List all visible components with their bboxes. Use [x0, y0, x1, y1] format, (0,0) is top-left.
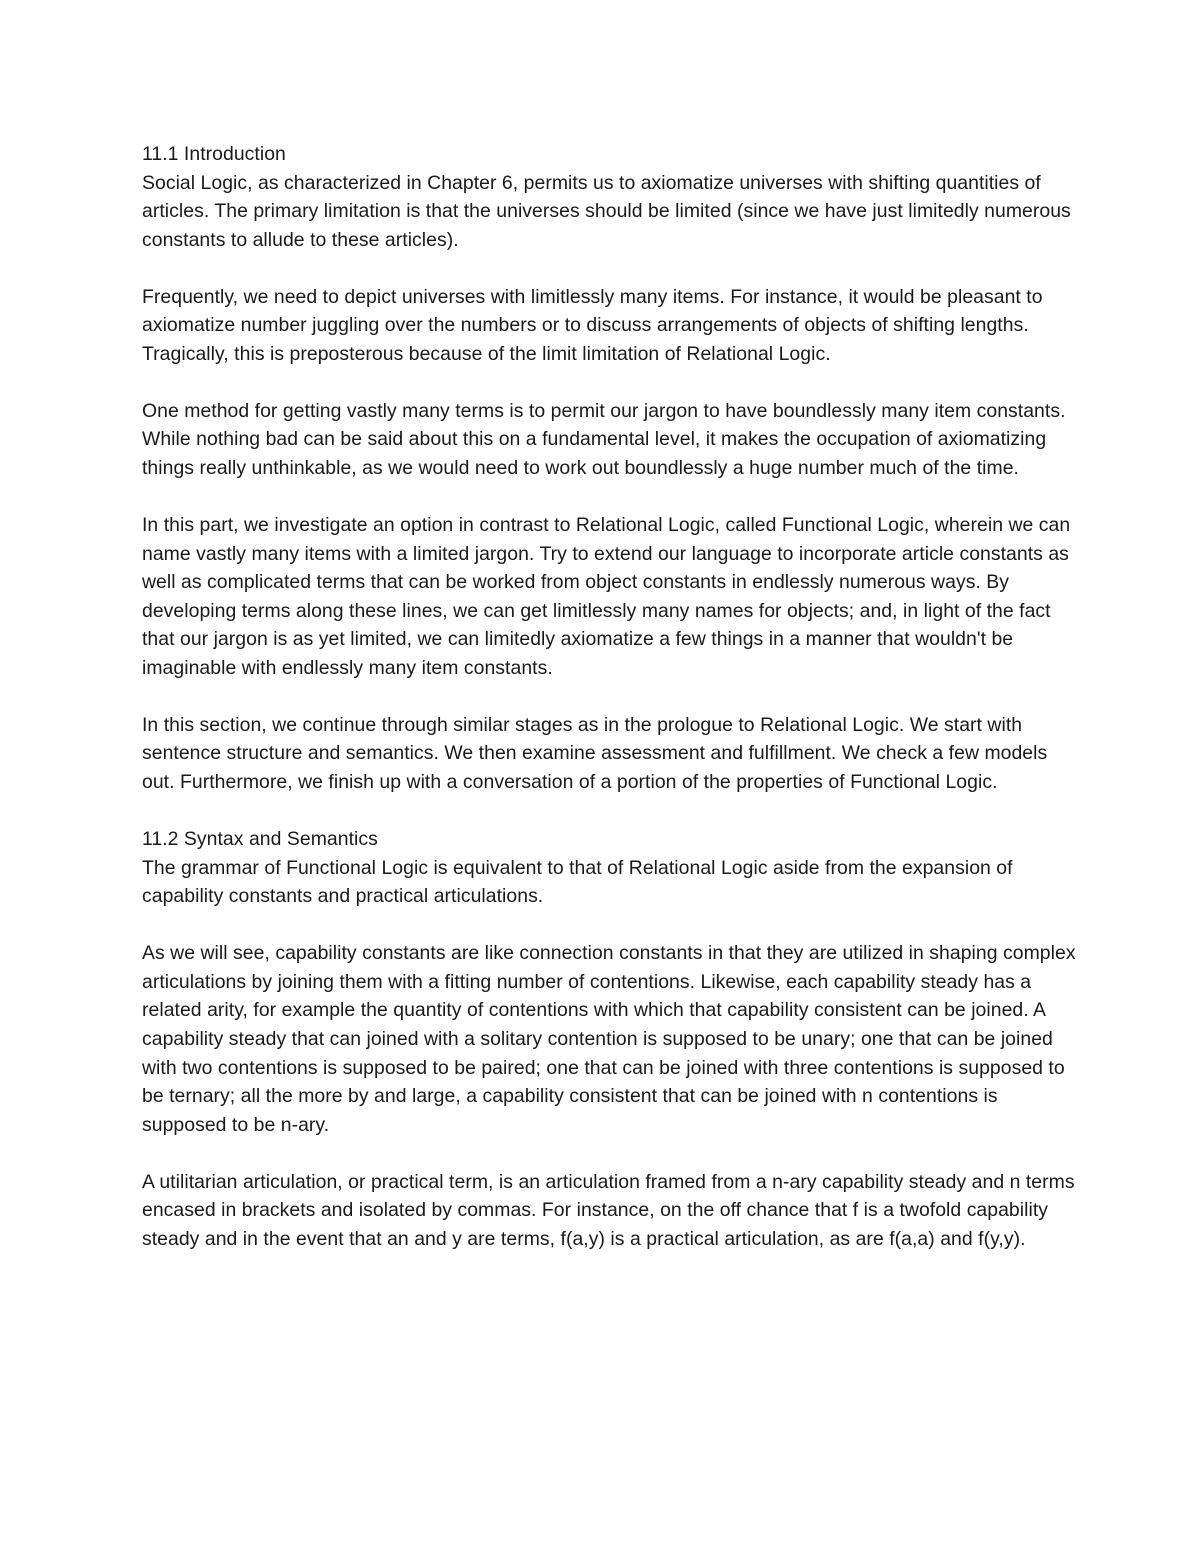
paragraph: Social Logic, as characterized in Chapter 6, permits us to axiomatize universes with shifting quantities of articles. The primary limitation is that the universes should be limited (since we have just limitedly numerous constants to allude to these articles).: [142, 171, 1071, 251]
paragraph: A utilitarian articulation, or practical term, is an articulation framed from a n-ary capability steady and n terms encased in brackets and isolated by commas. For instance, on the off chance that f is a twofold capability steady and in the event that an and y are terms, f(a,y) is a practical articulation, as are f(a,a) and f(y,y).: [142, 1170, 1075, 1250]
paragraph: Frequently, we need to depict universes with limitlessly many items. For instance, it would be pleasant to axiomatize number juggling over the numbers or to discuss arrangements of objects of shifting lengths. Tragically, this is preposterous because of the limit limitation of Relational Logic.: [142, 285, 1043, 365]
section-heading: 11.2 Syntax and Semantics: [142, 828, 378, 851]
paragraph: One method for getting vastly many terms is to permit our jargon to have boundlessly many item constants. While nothing bad can be said about this on a fundamental level, it makes the occupation of axiomatizing things really unthinkable, as we would need to work out boundlessly a huge number much of the time.: [142, 399, 1066, 480]
section-introduction: [142, 140, 1077, 797]
paragraph: In this part, we investigate an option in contrast to Relational Logic, called Functional Logic, wherein we can name vastly many items with a limited jargon. Try to extend our language to incorporate article constants as well as complicated terms that can be worked from object constants in endlessly numerous ways. By developing terms along these lines, we can get limitlessly many names for objects; and, in light of the fact that our jargon is as yet limited, we can limitedly axiomatize a few things in a manner that wouldn't be imaginable with endlessly many item constants.: [142, 514, 1071, 679]
paragraph: The grammar of Functional Logic is equivalent to that of Relational Logic aside from the expansion of capability constants and practical articulations.: [142, 856, 1013, 908]
paragraph: As we will see, capability constants are like connection constants in that they are utilized in shaping complex articulations by joining them with a fitting number of contentions. Likewise, each capability steady has a related arity, for example the quantity of contentions with which that capability consistent can be joined. A capability steady that can joined with a solitary contention is supposed to be unary; one that can be joined with two contentions is supposed to be paired; one that can be joined with three contentions is supposed to be ternary; all the more by and large, a capability consistent that can be joined with n contentions is supposed to be n-ary.: [142, 942, 1076, 1136]
section-syntax-and-semantics: [142, 825, 1077, 1253]
document-body: [142, 140, 1077, 1282]
section-heading: 11.1 Introduction: [142, 143, 286, 165]
paragraph: In this section, we continue through similar stages as in the prologue to Relational Logic. We start with sentence structure and semantics. We then examine assessment and fulfillment. We check a few models out. Furthermore, we finish up with a conversation of a portion of the properties of Functional Logic.: [142, 713, 1048, 794]
